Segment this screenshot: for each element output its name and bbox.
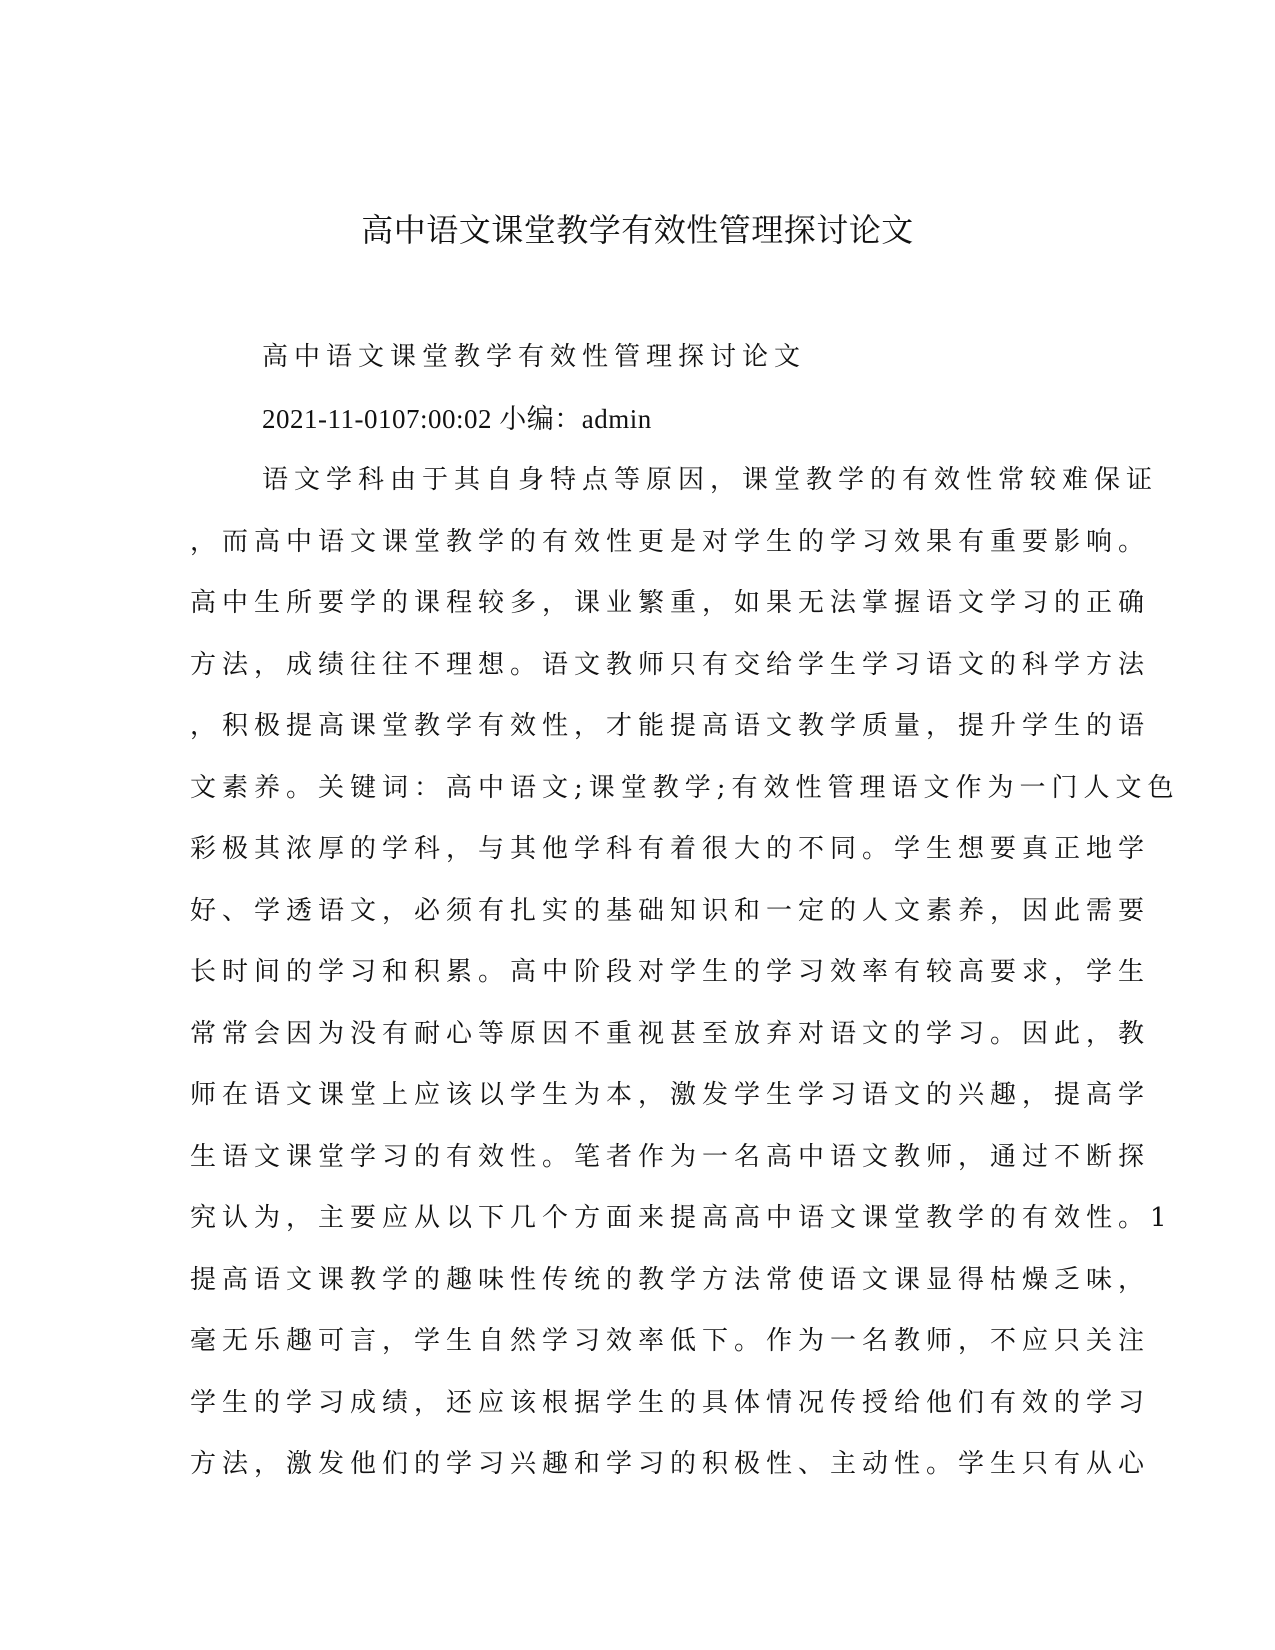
paragraph-line: 方法，成绩往往不理想。语文教师只有交给学生学习语文的科学方法 [190, 649, 1151, 680]
paragraph-line: 究认为，主要应从以下几个方面来提高高中语文课堂教学的有效性。1 [190, 1203, 1173, 1233]
paragraph-line: 高中生所要学的课程较多，课业繁重，如果无法掌握语文学习的正确 [190, 588, 1151, 618]
paragraph-line: 语文学科由于其自身特点等原因，课堂教学的有效性常较难保证 [262, 465, 1159, 495]
paragraph-line: 学生的学习成绩，还应该根据学生的具体情况传授给他们有效的学习 [190, 1387, 1151, 1418]
paragraph-line: 彩极其浓厚的学科，与其他学科有着很大的不同。学生想要真正地学 [190, 834, 1151, 864]
paragraph-line: 毫无乐趣可言，学生自然学习效率低下。作为一名教师，不应只关注 [190, 1326, 1151, 1356]
paragraph-line: 常常会因为没有耐心等原因不重视甚至放弃对语文的学习。因此，教 [190, 1018, 1151, 1049]
paragraph-line: 提高语文课教学的趣味性传统的教学方法常使语文课显得枯燥乏味， [190, 1264, 1151, 1295]
paragraph-line: 文素养。关键词：高中语文;课堂教学;有效性管理语文作为一门人文色 [190, 772, 1180, 803]
paragraph-line: 好、学透语文，必须有扎实的基础知识和一定的人文素养，因此需要 [190, 895, 1151, 926]
document-body [190, 327, 1180, 1496]
article-subtitle: 高中语文课堂教学有效性管理探讨论文 [262, 342, 807, 372]
document-title: 高中语文课堂教学有效性管理探讨论文 [361, 211, 914, 249]
paragraph-line: 方法，激发他们的学习兴趣和学习的积极性、主动性。学生只有从心 [190, 1449, 1151, 1479]
paragraph-line: 长时间的学习和积累。高中阶段对学生的学习效率有较高要求，学生 [190, 957, 1151, 987]
paragraph-line: ，积极提高课堂教学有效性，才能提高语文教学质量，提升学生的语 [190, 711, 1151, 741]
paragraph-line: 师在语文课堂上应该以学生为本，激发学生学习语文的兴趣，提高学 [190, 1080, 1151, 1110]
paragraph-line: 生语文课堂学习的有效性。笔者作为一名高中语文教师，通过不断探 [190, 1141, 1151, 1172]
paragraph-line: ，而高中语文课堂教学的有效性更是对学生的学习效果有重要影响。 [190, 526, 1151, 557]
article-meta: 2021-11-0107:00:02 小编：admin [262, 403, 652, 434]
